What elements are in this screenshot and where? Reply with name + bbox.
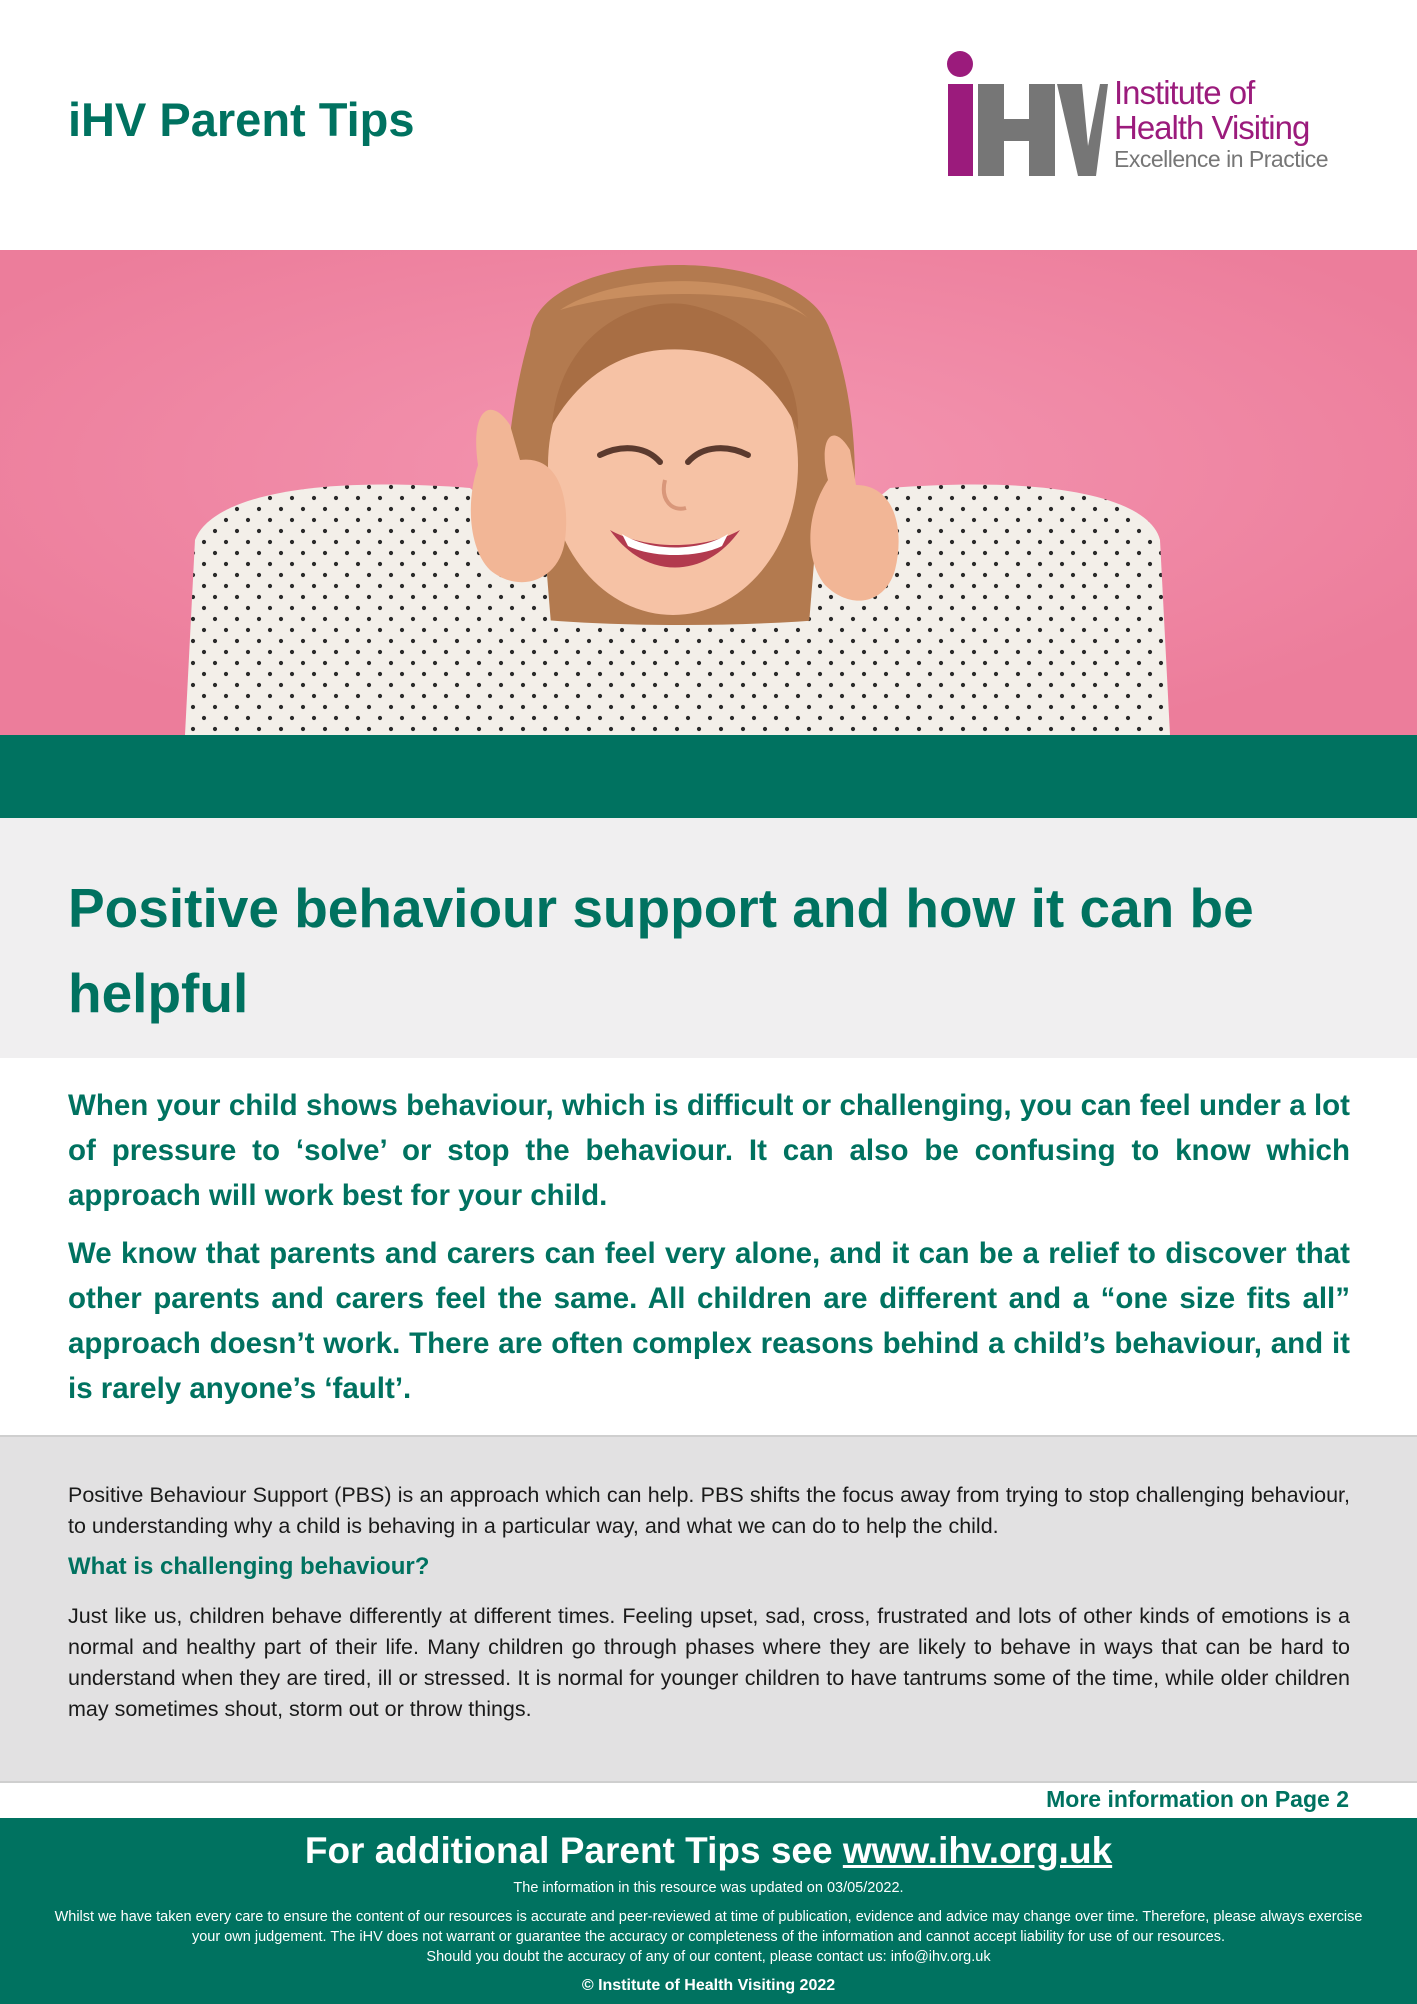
- footer-contact-text: Should you doubt the accuracy of any of our content, please contact us: info@ihv.org.uk: [426, 1949, 991, 1965]
- footer-copyright: © Institute of Health Visiting 2022: [581, 1977, 836, 1994]
- intro-section: [68, 1083, 1350, 1424]
- more-info-link[interactable]: More information on Page 2: [1046, 1786, 1349, 1812]
- footer-disclaimer: [40, 1907, 1377, 1967]
- website-link[interactable]: www.ihv.org.uk: [842, 1830, 1113, 1871]
- footer-cta-text: For additional Parent Tips see: [304, 1830, 843, 1871]
- ihv-logo-mark: [938, 48, 1108, 183]
- logo-line-health-visiting: Health Visiting: [1114, 109, 1310, 146]
- intro-paragraph-2: We know that parents and carers can feel very alone, and it can be a relief to discover that other parents and carers feel the same. All children are different and a “one size fits all” approach doesn’t work. There are often complex reasons behind a child’s behaviour, and it is rarely anyone’s ‘fault’.: [68, 1237, 1350, 1405]
- teal-divider-band: [0, 735, 1417, 818]
- ihv-logo: [938, 48, 1338, 183]
- challenging-behaviour-heading: What is challenging behaviour?: [68, 1553, 430, 1580]
- logo-line-tagline: Excellence in Practice: [1114, 146, 1328, 172]
- pbs-paragraph: Positive Behaviour Support (PBS) is an approach which can help. PBS shifts the focus away from trying to stop challenging behaviour, to understanding why a child is behaving in a particular way, and what we can do to help the child.: [68, 1483, 1350, 1538]
- logo-line-institute: Institute of: [1114, 74, 1255, 111]
- header: [0, 0, 1417, 250]
- intro-paragraph-1: When your child shows behaviour, which is difficult or challenging, you can feel under a lot of pressure to ‘solve’ or stop the behaviour. It can also be confusing to know which approach will work best for your child.: [68, 1089, 1350, 1212]
- page-title: Positive behaviour support and how it can be helpful: [68, 877, 1254, 1024]
- header-title: iHV Parent Tips: [68, 93, 415, 146]
- footer-updated-note: The information in this resource was updated on 03/05/2022.: [513, 1880, 904, 1896]
- logo-text: [1114, 76, 1328, 171]
- child-thumbs-up-icon: [0, 250, 1417, 735]
- footer-cta: [0, 1826, 1417, 1876]
- footer: [0, 1818, 1417, 2004]
- challenging-behaviour-paragraph: Just like us, children behave differently at different times. Feeling upset, sad, cross, frustrated and lots of other kinds of emotions is a normal and healthy part of their life. Many children go through phases where they are likely to behave in ways that can be hard to understand when they are tired, ill or stressed. It is normal for younger children to have tantrums some of the time, while older children may sometimes shout, storm out or throw things.: [68, 1604, 1350, 1721]
- footer-disclaimer-text: Whilst we have taken every care to ensure the content of our resources is accurate and peer-reviewed at time of publication, evidence and advice may change over time. Therefore, please always exercise your own judgement. The iHV does not warrant or guarantee the accuracy or completeness of the information and cannot accept liability for use of our resources.: [54, 1909, 1363, 1945]
- hero-image: [0, 250, 1417, 735]
